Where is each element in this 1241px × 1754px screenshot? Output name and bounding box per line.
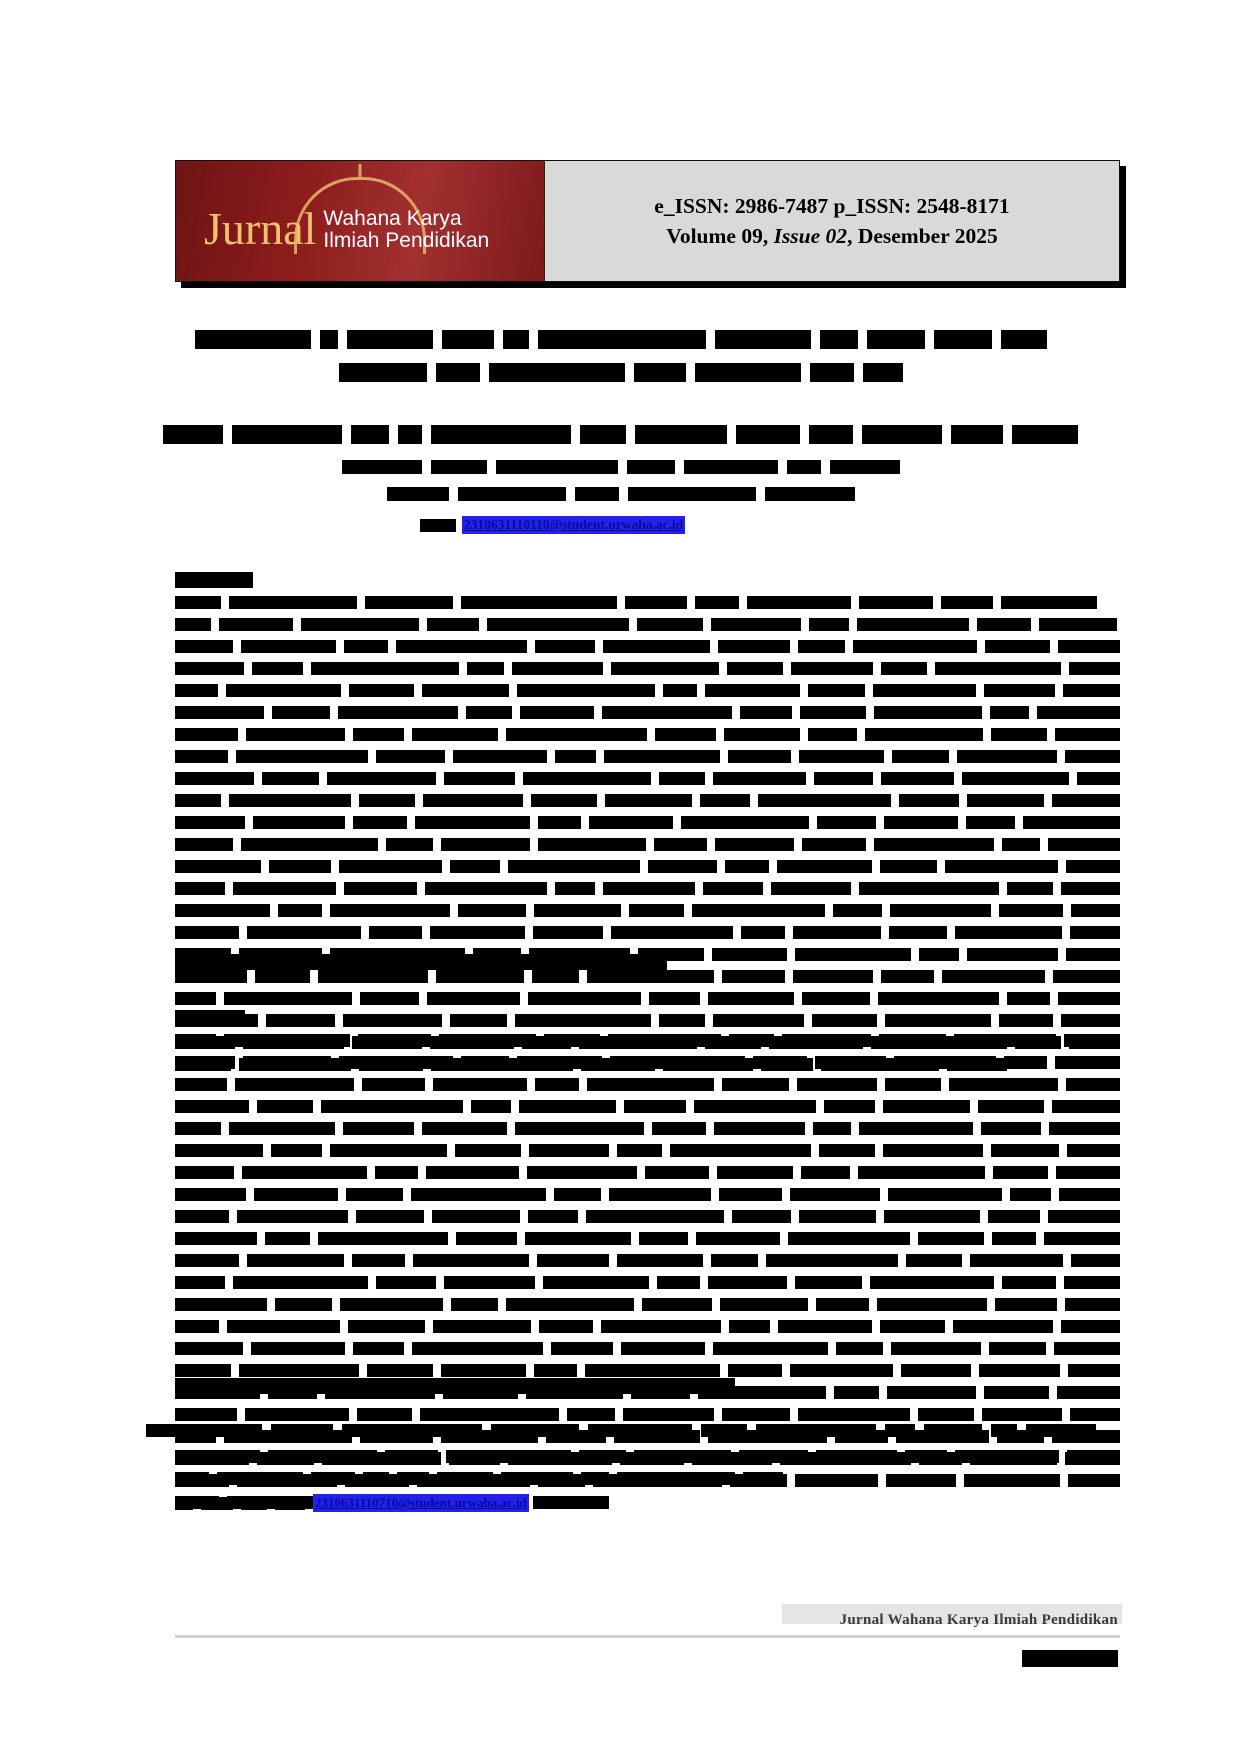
section-heading-keywords-en [175,1378,735,1394]
footer-page-number [1022,1650,1118,1667]
section-heading-abstract-en [175,1010,245,1026]
footer-email-link-text[interactable]: 2310631110710@student.urwaba.ac.id [315,1495,527,1510]
footer-divider [175,1635,1120,1638]
journal-logo-wordmark: Jurnal [204,203,317,254]
issue-emphasis: Issue 02 [773,224,848,248]
abstract-en-body [175,1034,1120,1518]
volume-issue-line [666,221,997,251]
corresponding-author-email-top[interactable] [420,516,685,534]
email-link-text[interactable]: 2310631110110@student.urwaba.ac.id [464,517,684,532]
volume-suffix: , Desember 2025 [847,224,998,248]
label-redacted-3 [275,1497,305,1510]
label-redacted-1 [201,1497,233,1510]
footer-journal-name: Jurnal Wahana Karya Ilmiah Pendidikan [839,1612,1118,1628]
issn-line: e_ISSN: 2986-7487 p_ISSN: 2548-8171 [654,194,1010,218]
corresponding-author-email-bottom[interactable] [175,1494,529,1512]
journal-meta [544,161,1119,281]
label-redacted-2 [241,1497,267,1510]
bullet-redacted [175,1497,193,1510]
section-heading-keywords [175,954,667,970]
section-heading-abstract [175,572,253,588]
journal-logo-text [204,203,490,254]
email-label-redacted [420,519,456,532]
journal-logo-subtitle-line1: Wahana Karya [323,207,462,230]
volume-prefix: Volume 09, [666,224,774,248]
abstract-body [175,596,1120,1080]
journal-logo-subtitle-line2: Ilmiah Pendidikan [323,229,490,252]
journal-header-banner [175,160,1120,282]
journal-logo-subtitle [323,208,489,252]
journal-logo [176,161,544,281]
